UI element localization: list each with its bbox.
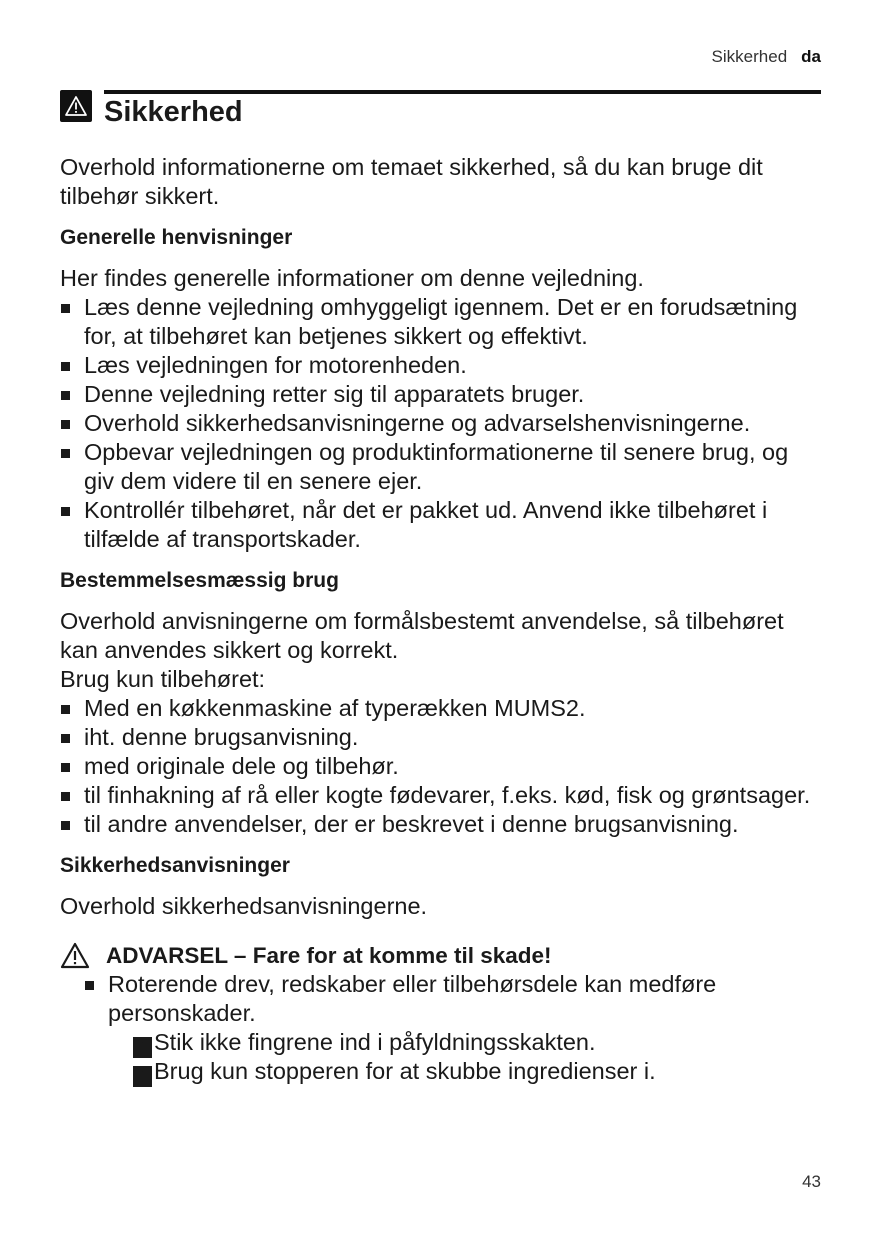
section-general: [60, 225, 820, 554]
warning-title: ADVARSEL – Fare for at komme til skade!: [106, 943, 552, 968]
list-item: med originale dele og tilbehør.: [60, 752, 820, 781]
warning-heading: [60, 941, 820, 970]
section-heading: Bestemmelsesmæssig brug: [60, 569, 339, 592]
section-intended-use: [60, 568, 820, 839]
section-heading: Sikkerhedsanvisninger: [60, 854, 290, 877]
page-title: Sikkerhed: [104, 96, 243, 128]
intro-text: Overhold informationerne om temaet sikkerhed, så du kan bruge dit tilbehør sikkert.: [60, 154, 763, 209]
warning-list: [84, 970, 820, 1086]
step-list: [108, 1028, 820, 1086]
list-item: til andre anvendelser, der er beskrevet i denne brugsanvisning.: [60, 810, 820, 839]
warning-item: [84, 970, 820, 1086]
section-heading: Generelle henvisninger: [60, 226, 293, 249]
page-number: 43: [802, 1172, 821, 1191]
list-item: Opbevar vejledningen og produktinformationerne til senere brug, og giv dem videre til en senere ejer.: [60, 438, 820, 496]
warning-item-text: Roterende drev, redskaber eller tilbehørsdele kan medføre personskader.: [108, 971, 717, 1026]
list-item: Med en køkkenmaskine af typerækken MUMS2.: [60, 694, 820, 723]
content: [60, 153, 820, 1086]
step-item: Brug kun stopperen for at skubbe ingredienser i.: [132, 1057, 820, 1086]
list-item: Læs denne vejledning omhyggeligt igennem. Det er en forudsætning for, at tilbehøret kan betjenes sikkert og effektivt.: [60, 293, 820, 351]
step-item: Stik ikke fingrene ind i påfyldningsskakten.: [132, 1028, 820, 1057]
list-item: Kontrollér tilbehøret, når det er pakket ud. Anvend ikke tilbehøret i tilfælde af transportskader.: [60, 496, 820, 554]
running-header: [712, 47, 821, 67]
title-rule: [104, 90, 821, 94]
list-item: til finhakning af rå eller kogte fødevarer, f.eks. kød, fisk og grøntsager.: [60, 781, 820, 810]
header-language: da: [801, 47, 821, 66]
bullet-list: [60, 694, 820, 839]
section-paragraph: Brug kun tilbehøret:: [60, 666, 266, 692]
list-item: iht. denne brugsanvisning.: [60, 723, 820, 752]
list-item: Overhold sikkerhedsanvisningerne og advarselshenvisningerne.: [60, 409, 820, 438]
warning-icon: [60, 90, 92, 122]
section-paragraph: Overhold sikkerhedsanvisningerne.: [60, 893, 428, 919]
warning-block: [60, 941, 820, 1086]
section-paragraph: Overhold anvisningerne om formålsbestemt anvendelse, så tilbehøret kan anvendes sikkert og korrekt.: [60, 608, 784, 663]
section-safety-instructions: [60, 853, 820, 921]
list-item: Læs vejledningen for motorenheden.: [60, 351, 820, 380]
header-section: Sikkerhed: [711, 47, 788, 66]
section-paragraph: Her findes generelle informationer om denne vejledning.: [60, 265, 644, 291]
list-item: Denne vejledning retter sig til apparatets bruger.: [60, 380, 820, 409]
bullet-list: [60, 293, 820, 554]
